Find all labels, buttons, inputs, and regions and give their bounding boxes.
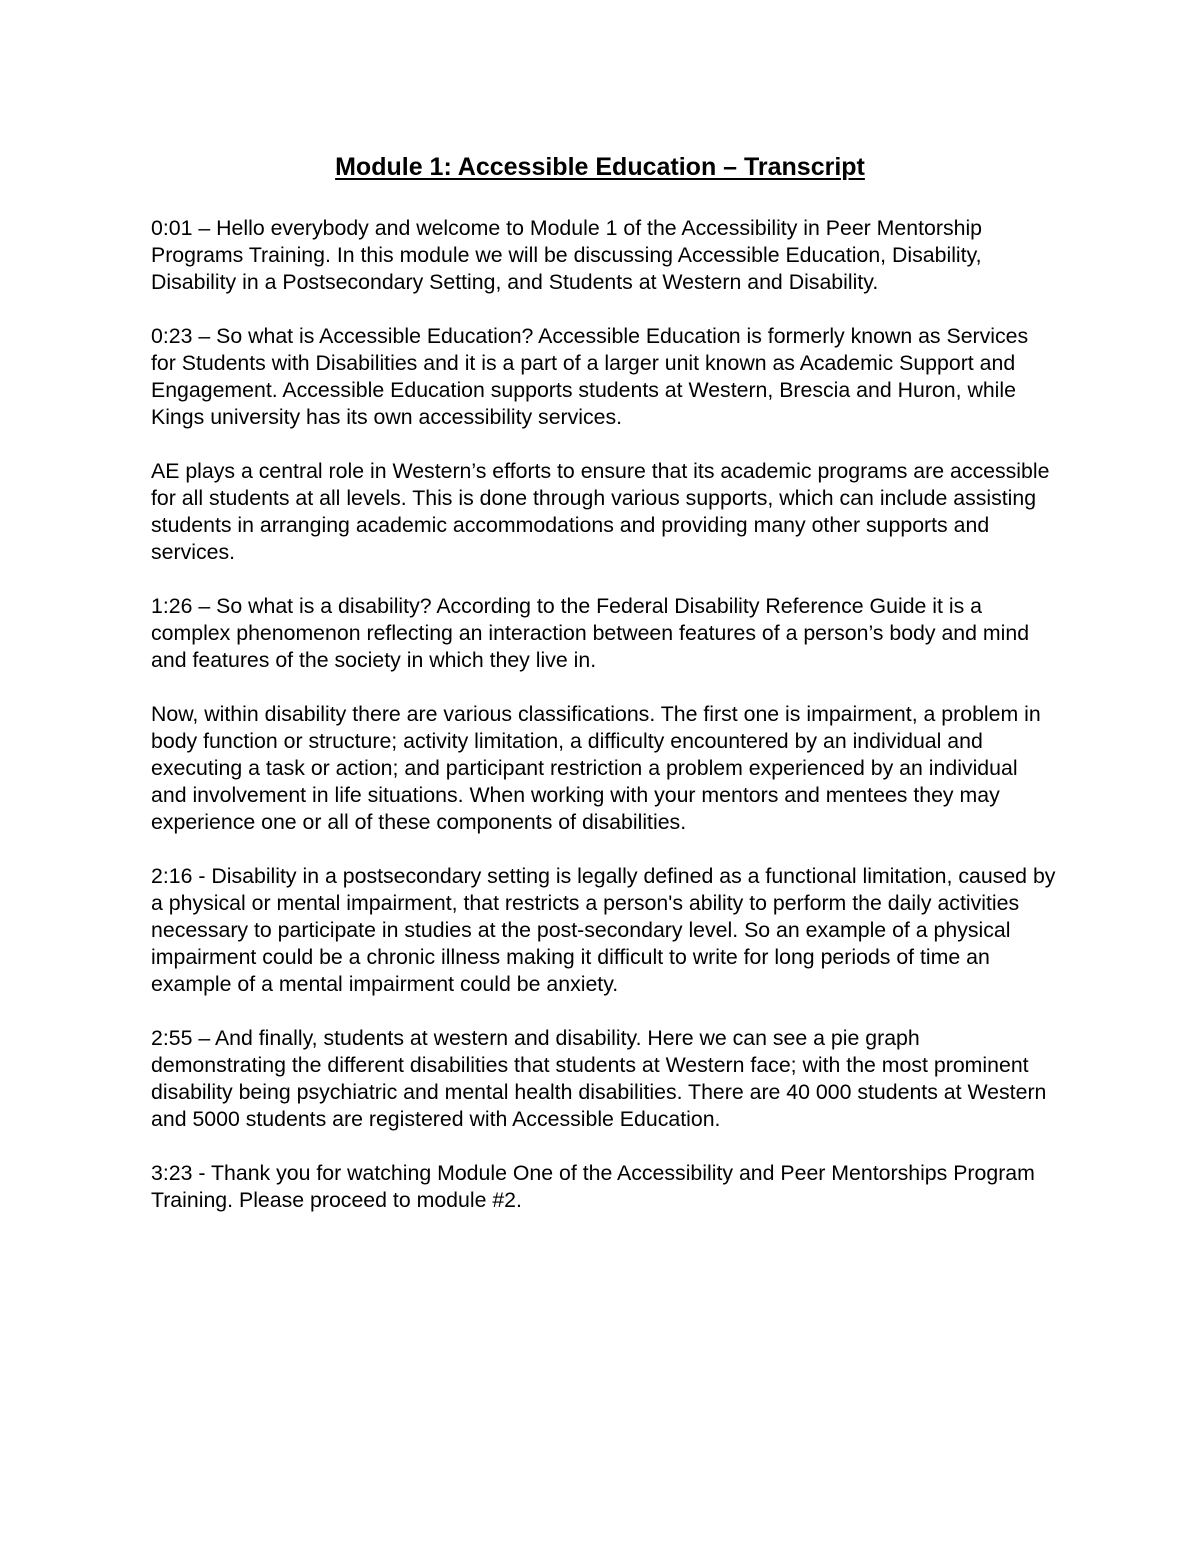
transcript-paragraph: 0:01 – Hello everybody and welcome to Module 1 of the Accessibility in Peer Mentorship Programs Training. In this module we will be discussing Accessible Education, Disability, Disability in a Postsecondary Setting, and Students at Western and Disability. bbox=[151, 216, 983, 294]
transcript-paragraph: 2:16 - Disability in a postsecondary setting is legally defined as a functional limitation, caused by a physical or mental impairment, that restricts a person's ability to perform the daily activities necessary to participate in studies at the post-secondary level. So an example of a physical impairment could be a chronic illness making it difficult to write for long periods of time an example of a mental impairment could be anxiety. bbox=[151, 864, 1056, 996]
document-title: Module 1: Accessible Education – Transcript bbox=[335, 153, 865, 181]
transcript-paragraph: 3:23 - Thank you for watching Module One of the Accessibility and Peer Mentorships Program Training. Please proceed to module #2. bbox=[151, 1161, 1035, 1212]
transcript-paragraph: AE plays a central role in Western’s efforts to ensure that its academic programs are accessible for all students at all levels. This is done through various supports, which can include assisting students in arranging academic accommodations and providing many other supports and services. bbox=[151, 459, 1050, 564]
transcript-body bbox=[151, 215, 1056, 1241]
transcript-paragraph: 1:26 – So what is a disability? According to the Federal Disability Reference Guide it is a complex phenomenon reflecting an interaction between features of a person’s body and mind and features of the society in which they live in. bbox=[151, 594, 1030, 672]
transcript-paragraph: Now, within disability there are various classifications. The first one is impairment, a problem in body function or structure; activity limitation, a difficulty encountered by an individual and executing a task or action; and participant restriction a problem experienced by an individual and involvement in life situations. When working with your mentors and mentees they may experience one or all of these components of disabilities. bbox=[151, 702, 1041, 834]
transcript-paragraph: 2:55 – And finally, students at western and disability. Here we can see a pie graph demonstrating the different disabilities that students at Western face; with the most prominent disability being psychiatric and mental health disabilities. There are 40 000 students at Western and 5000 students are registered with Accessible Education. bbox=[151, 1026, 1047, 1131]
transcript-paragraph: 0:23 – So what is Accessible Education? Accessible Education is formerly known as Services for Students with Disabilities and it is a part of a larger unit known as Academic Support and Engagement. Accessible Education supports students at Western, Brescia and Huron, while Kings university has its own accessibility services. bbox=[151, 324, 1029, 429]
